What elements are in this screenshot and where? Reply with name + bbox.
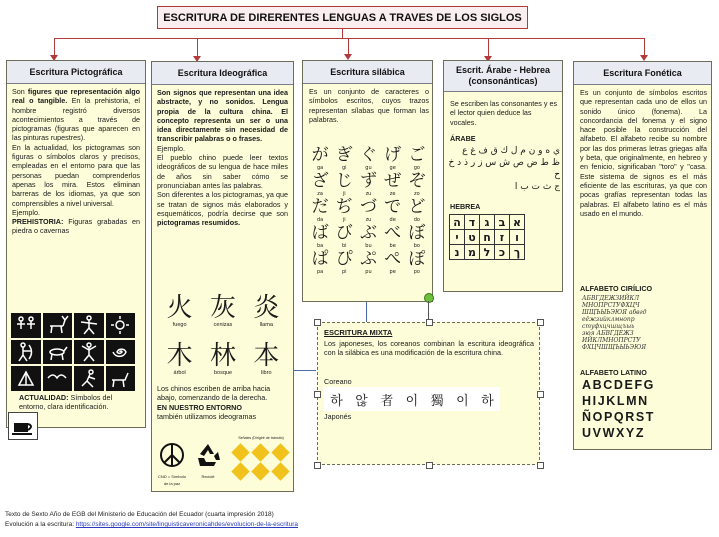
kana-char: ざ <box>311 171 329 191</box>
hebrew-letter: ט <box>465 230 480 245</box>
heading-ideografica: Escritura Ideográfica <box>152 62 293 85</box>
kana-romaji: bi <box>341 243 347 249</box>
hebrew-table <box>449 214 525 260</box>
hebrew-letter: ה <box>450 215 465 230</box>
kana-romaji: da <box>316 217 324 223</box>
running-icon <box>74 366 104 391</box>
kana-romaji: zu <box>365 217 372 223</box>
kana-romaji: po <box>413 269 420 275</box>
connector-drop-4 <box>488 38 489 56</box>
kana-romaji: ba <box>316 243 324 249</box>
kana-table <box>308 145 429 275</box>
kana-char: じ <box>335 171 353 191</box>
char-cenizas: 灰 cenizas <box>209 293 236 328</box>
box-arabe-hebrea <box>443 60 563 292</box>
traffic-sign-icon <box>271 462 289 480</box>
archer-icon <box>11 340 41 365</box>
kana-char: で <box>384 197 402 217</box>
kana-romaji: ga <box>316 165 324 171</box>
kana-romaji: gi <box>341 165 347 171</box>
hebrew-letter: כ <box>495 245 510 260</box>
silabica-text: Es un conjunto de caracteres o símbolos escritos, cuyos trazos representan sílabas que forman las palabras. <box>309 87 429 124</box>
cyrillic-alphabet: АБВГДЕЖЗИЙКЛ МНОПРСТУФХЦЧ ШЩЪЫЬЭЮЯ абвгд еёжзийклмнопр стуфхцчшщъыь эюя АБВГДЕЖЗ ИЙКЛМНОПРСТУ ФХЦЧШЩЪЫЬЭЮЯ <box>582 295 647 351</box>
box-pictografica <box>6 60 146 428</box>
box-mixta[interactable] <box>317 322 540 465</box>
resize-handle-tr[interactable] <box>537 319 544 326</box>
hebrew-letter: ג <box>480 215 495 230</box>
traffic-sign-icon <box>231 462 249 480</box>
kana-romaji: za <box>317 191 323 197</box>
heading-mixta: ESCRITURA MIXTA <box>324 328 393 337</box>
connector-drop-5 <box>644 38 645 56</box>
kana-char: ば <box>311 223 329 243</box>
kana-char: づ <box>359 197 377 217</box>
kana-row <box>308 145 429 165</box>
resize-handle-bl[interactable] <box>314 462 321 469</box>
kana-char: ご <box>408 145 426 165</box>
resize-handle-ml[interactable] <box>314 391 321 398</box>
traffic-signs: Señales (Dirigiré de tránsito) <box>232 435 290 480</box>
coreano-label: Coreano <box>324 377 352 386</box>
kana-romaji: ge <box>389 165 396 171</box>
traffic-sign-icon <box>271 443 289 461</box>
hebrew-letter: ך <box>510 245 525 260</box>
box-ideografica <box>151 61 294 492</box>
traffic-sign-icon <box>251 462 269 480</box>
footer-link[interactable]: https://sites.google.com/site/linguisticaveronicahdes/evolucion-de-la-escritura <box>75 521 299 528</box>
hebrew-letter: י <box>450 230 465 245</box>
hebrew-row <box>450 215 525 230</box>
kana-row <box>308 223 429 243</box>
kana-char: ず <box>359 171 377 191</box>
hebrew-letter: ב <box>495 215 510 230</box>
heading-fonetica: Escritura Fonética <box>574 62 711 85</box>
kana-romaji: ji <box>342 191 346 197</box>
kana-romaji: zu <box>365 191 372 197</box>
hebrew-letter: מ <box>465 245 480 260</box>
rotate-handle[interactable] <box>424 293 434 303</box>
kana-char: ぴ <box>335 249 353 269</box>
modern-pictograms <box>8 412 140 490</box>
arabe-label: ÁRABE <box>450 134 476 143</box>
chinese-chars-row2 <box>158 342 288 376</box>
hebrea-label: HEBREA <box>450 202 481 211</box>
kana-char: ぷ <box>359 249 377 269</box>
coffee-icon <box>8 412 38 440</box>
japones-label: Japonés <box>324 412 352 421</box>
kana-romaji: be <box>389 243 396 249</box>
resize-handle-tl[interactable] <box>314 319 321 326</box>
kana-char: ぐ <box>359 145 377 165</box>
rotate-handle-line <box>428 301 429 320</box>
hebrew-letter: א <box>510 215 525 230</box>
kana-char: ぞ <box>408 171 426 191</box>
kana-row <box>308 249 429 269</box>
korean-text: 하 않 者 이 獨 이 하 <box>324 387 500 411</box>
kana-char: ぜ <box>384 171 402 191</box>
connector-drop-3 <box>348 38 349 55</box>
chinese-chars-row1 <box>158 294 288 328</box>
box-silabica <box>302 60 433 302</box>
kana-row <box>308 171 429 191</box>
resize-handle-tm[interactable] <box>426 319 433 326</box>
connector-vertical-main <box>342 29 343 38</box>
kana-romaji: pa <box>316 269 324 275</box>
connector-drop-2 <box>197 38 198 56</box>
kana-romaji: pe <box>389 269 396 275</box>
kana-romaji: pi <box>341 269 347 275</box>
kana-char: ぺ <box>384 249 402 269</box>
footer-source: Texto de Sexto Año de EGB del Ministerio de Educación del Ecuador (cuarta impresión 2018) <box>5 511 274 518</box>
char-fuego: 火 fuego <box>166 293 193 328</box>
char-bosque: 林 bosque <box>209 341 236 376</box>
hebrew-letter: ל <box>480 245 495 260</box>
sun-icon <box>106 313 136 338</box>
mixta-text: Los japoneses, los coreanos combinan la escritura ideográfica con la silábica es una modificación de la escritura china. <box>324 339 534 358</box>
kana-romaji: de <box>389 217 396 223</box>
prehistoric-pictograms <box>11 313 135 391</box>
shell-icon <box>11 366 41 391</box>
kana-romaji: do <box>413 217 420 223</box>
arrow-to-mixta-horizontal <box>294 370 316 371</box>
latino-label: ALFABETO LATINO <box>580 368 647 377</box>
hebrew-letter: ח <box>480 230 495 245</box>
resize-handle-bm[interactable] <box>426 462 433 469</box>
connector-drop-1 <box>54 38 55 56</box>
kana-char: だ <box>311 197 329 217</box>
recycle-icon: Reciclé <box>192 442 224 480</box>
ideografica-text-2: Los chinos escriben de arriba hacia abajo, comenzando de la derecha. EN NUESTRO ENTORNO también utilizamos ideogramas <box>157 384 271 421</box>
kana-char: ど <box>408 197 426 217</box>
kana-char: が <box>311 145 329 165</box>
kana-romaji: bu <box>365 243 372 249</box>
connector-horizontal <box>54 38 644 39</box>
animal-icon <box>43 340 73 365</box>
resize-handle-mr[interactable] <box>537 391 544 398</box>
char-llama: 炎 llama <box>253 293 280 328</box>
spiral-icon <box>106 340 136 365</box>
kana-char: ぼ <box>408 223 426 243</box>
actualidad-label: ACTUALIDAD: Símbolos del entorno, clara identificación. <box>19 393 113 412</box>
kana-char: ぱ <box>311 249 329 269</box>
dancer-icon <box>74 340 104 365</box>
resize-handle-br[interactable] <box>537 462 544 469</box>
char-libro: 本 libro <box>253 341 280 376</box>
latin-alphabet: ABCDEFG HIJKLMN ÑOPQRST UVWXYZ <box>582 378 656 440</box>
hebrew-letter: נ <box>450 245 465 260</box>
kana-romaji-row <box>308 269 429 275</box>
kana-romaji: go <box>413 165 420 171</box>
kana-char: げ <box>384 145 402 165</box>
hebrew-letter: ז <box>495 230 510 245</box>
peace-symbol-icon: CND = Símbolo de la paz <box>156 442 188 487</box>
hunters-icon <box>74 313 104 338</box>
heading-arabe-hebrea: Escrit. Árabe - Hebrea (consonánticas) <box>444 61 562 92</box>
arabe-text: Se escriben las consonantes y es el lector quien deduce las vocales. <box>450 99 558 127</box>
hebrew-row <box>450 230 525 245</box>
heading-pictografica: Escritura Pictográfica <box>7 61 145 84</box>
kana-char: ぢ <box>335 197 353 217</box>
char-arbol: 木 árbol <box>166 341 193 376</box>
hebrew-letter: ו <box>510 230 525 245</box>
kana-char: ぎ <box>335 145 353 165</box>
traffic-sign-icon <box>231 443 249 461</box>
footer-link-line: Evolución a la escritura: https://sites.google.com/site/linguisticaveronicahdes/evolucion-de-la-escritura <box>5 521 299 528</box>
bird-icon <box>43 366 73 391</box>
traffic-sign-icon <box>251 443 269 461</box>
arabic-alphabet: ي ه و ن م ل ك ق ف غ ع ظ ط ض ص ش س ز ر ذ د خ ح ج ث ت ب ا <box>448 146 560 192</box>
deer-icon <box>43 313 73 338</box>
kana-char: ぽ <box>408 249 426 269</box>
kana-romaji: ze <box>389 191 396 197</box>
pictografica-text: Son figures que representación algo real o tangible. En la prehistoria, el hombre registró diversos acontecimientos a través de pictogramas (figuras que aparecen en las pinturas rupestres). En la actualidad, los pictogramas son figuras o símbolos claros y precisos, empleadas en el entorno para que las personas puedan comprenderlos apenas los mira. Estos eliminan barreras de los idiomas, ya que son comprensibles a nivel universal. Ejemplo. PREHISTORIA: Figuras grabadas en piedra o cavernas <box>12 87 141 236</box>
arrow-to-mixta-vertical <box>366 302 367 322</box>
kana-row <box>308 197 429 217</box>
kana-romaji: ji <box>342 217 346 223</box>
diagram-title: ESCRITURA DE DIRERENTES LENGUAS A TRAVES DE LOS SIGLOS <box>157 6 528 29</box>
stick-figures-icon <box>11 313 41 338</box>
hebrew-letter: ד <box>465 215 480 230</box>
kana-romaji: bo <box>413 243 420 249</box>
kana-romaji: zo <box>414 191 420 197</box>
kana-romaji: pu <box>365 269 372 275</box>
box-fonetica <box>573 61 712 450</box>
cirilico-label: ALFABETO CIRÍLICO <box>580 284 653 293</box>
kana-char: ぶ <box>359 223 377 243</box>
kana-char: べ <box>384 223 402 243</box>
heading-silabica: Escritura silábica <box>303 61 432 84</box>
ideografica-text: Son signos que representan una idea abstracte, y no sonidos. Lengua propia de la cultura china. El concepto representa un ser o una idea directamente sin necesidad de transcribir palabras o o frases. Ejemplo. El pueblo chino puede leer textos ideográficos de su lengua de hace miles de años sin saber cómo se pronunciaban antes las palabras. Son diferentes a los pictogramas, ya que se tratan de signos más elaborados y esquemáticos, podría decirse que son pictogramas resumidos. <box>157 88 288 228</box>
kana-romaji: gu <box>365 165 372 171</box>
hebrew-row <box>450 245 525 260</box>
kana-char: び <box>335 223 353 243</box>
fonetica-text: Es un conjunto de símbolos escritos que representan cada uno de ellos un sonido único (fonema). La concordancia del fonema y el signo hace posible la construcción del alfabeto. El alfabeto recibe su nombre por las dos primeras letras griegas alfa y beta, que originalmente, en hebreo y en fenicio, significaban "toro" y "casa. Este sistema de signos es el más eficiente de las escrituras, ya que con pocas grafías representan todas las palabras. El alfabeto latino es el más usado en el mundo. <box>580 88 707 218</box>
horse-icon <box>106 366 136 391</box>
